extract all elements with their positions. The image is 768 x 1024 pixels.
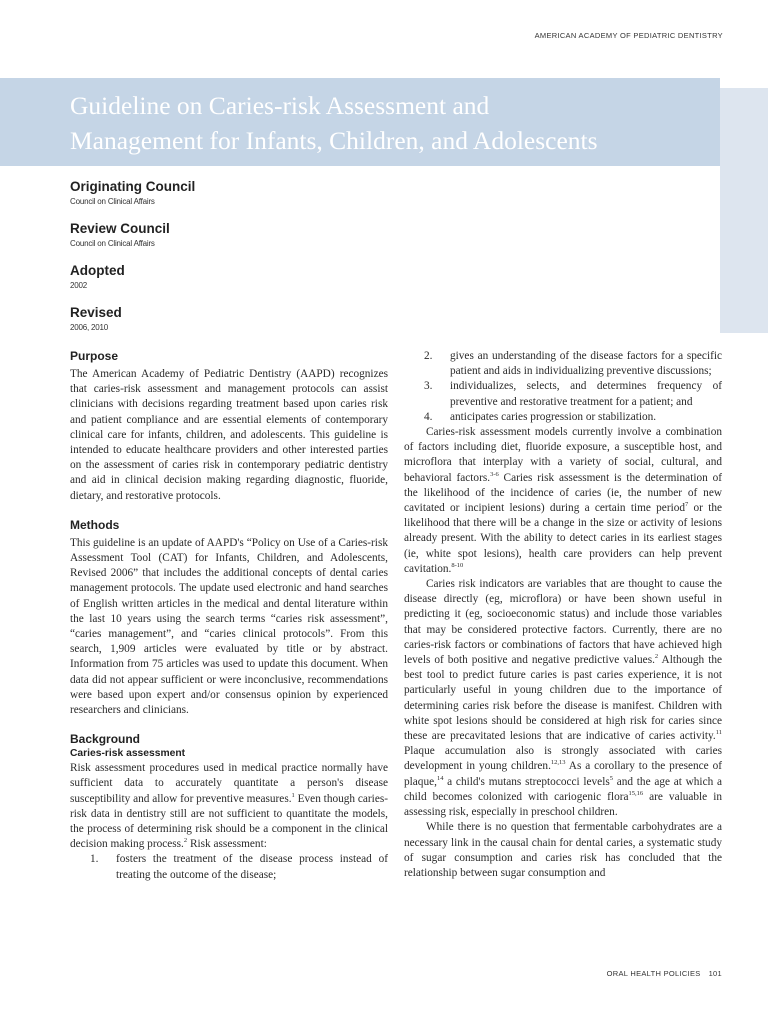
list-item: 2. gives an understanding of the disease factors for a specific patient and aids in individualizing preventive discussions; xyxy=(424,350,722,378)
revised-heading: Revised xyxy=(70,305,122,320)
list-item: 4. anticipates caries progression or stabilization. xyxy=(424,410,657,423)
review-council-heading: Review Council xyxy=(70,221,170,236)
background-paragraph-1: Risk assessment procedures used in medical practice normally have sufficient data to accurately quantitate a person's disease susceptibility and allow for preventive measures.$^1$ Even though caries-risk data in dentistry still are not sufficient to quantitate the models, the process of determining risk should be a component in the clinical decision making process.$^2$ Risk assessment: xyxy=(70,762,388,851)
right-column xyxy=(404,349,722,881)
background-paragraph-2: Caries-risk assessment models currently involve a combination of factors including diet, fluoride exposure, a susceptible host, and microflora that interplay with a variety of social, cultural, and behavioral factors.$^{3-6}$ Caries risk assessment is the determination of the likelihood of the incidence of caries (ie, the number of new cavitated or incipient lesions) during a certain time period$^7$ or the likelihood that there will be a change in the size or activity of lesions already present. With the ability to detect caries in its earliest stages (ie, white spot lesions), health care providers can help prevent cavitation.$^{8-10}$ xyxy=(404,426,722,575)
running-head: AMERICAN ACADEMY OF PEDIATRIC DENTISTRY xyxy=(534,31,723,40)
methods-text: This guideline is an update of AAPD's “Policy on Use of a Caries-risk Assessment Tool (CAT) for Infants, Children, and Adolescents, Revised 2006” that includes the additional concepts of dental caries management protocols. The update used electronic and hand searches of English written articles in the medical and dental literature within the last 10 years using the search terms “caries risk assessment”, “caries management”, and “caries clinical protocols”. From this search, 1,909 articles were evaluated by title or by abstract. Information from 75 articles was used to update this document. When data did not appear sufficient or were inconclusive, recommendations were based upon expert and/or consensus opinion by experienced researchers and clinicians. xyxy=(70,536,388,717)
page-footer xyxy=(607,969,722,978)
review-council-value: Council on Clinical Affairs xyxy=(70,239,155,248)
list-item: 3. individualizes, selects, and determines frequency of preventive and restorative treatment for a patient; and xyxy=(424,380,722,408)
caries-risk-subheading: Caries-risk assessment xyxy=(70,748,186,760)
document-title xyxy=(70,88,720,158)
purpose-heading: Purpose xyxy=(70,349,119,363)
background-paragraph-4: While there is no question that fermentable carbohydrates are a necessary link in the causal chain for dental caries, a systematic study of sugar consumption and caries risk has concluded that the relationship between sugar consumption and xyxy=(404,821,722,879)
metadata-block xyxy=(70,178,195,346)
revised-value: 2006, 2010 xyxy=(70,323,109,332)
background-paragraph-3: Caries risk indicators are variables that are thought to cause the disease directly (eg, microflora) or have been shown useful in predicting it (eg, socioeconomic status) and include those variables that may be considered protective factors. Currently, there are no caries-risk factors or combinations of factors that have achieved high levels of both positive and negative predictive values.$^2$ Although the best tool to predict future caries is past caries experience, it is not particularly useful in young children due to the importance of determining caries risk before the disease is manifest. Children with white spot lesions should be considered at high risk for caries since these are precavitated lesions that are indicative of caries activity.$^{11}$ Plaque accumulation also is strongly associated with caries development in young children.$^{12,13}$ As a corollary to the presence of plaque,$^{14}$ a child's mutans streptococci levels$^5$ and the age at which a child becomes colonized with cariogenic flora$^{15,16}$ are valuable in assessing risk, especially in preschool children. xyxy=(404,578,722,819)
methods-heading: Methods xyxy=(70,517,120,532)
title-line-2: Management for Infants, Children, and Adolescents xyxy=(70,126,598,155)
originating-council-heading: Originating Council xyxy=(70,179,196,194)
risk-assessment-list-continued xyxy=(404,349,722,425)
title-line-1: Guideline on Caries-risk Assessment and xyxy=(70,91,490,120)
footer-label: ORAL HEALTH POLICIES xyxy=(606,969,701,978)
purpose-text: The American Academy of Pediatric Dentistry (AAPD) recognizes that caries-risk assessment and management protocols can assist clinicians with decisions regarding treatment based upon caries risk and patient compliance and are essential elements of contemporary clinical care for infants, children, and adolescents. This guideline is intended to educate healthcare providers and other interested parties on the assessment of caries risk in contemporary pediatric dentistry and aid in clinical decision making regarding diagnostic, fluoride, dietary, and restorative protocols. xyxy=(70,368,388,502)
adopted-value: 2002 xyxy=(70,281,87,290)
list-item: 1. fosters the treatment of the disease process instead of treating the outcome of the disease; xyxy=(90,853,388,881)
adopted-heading: Adopted xyxy=(70,263,125,278)
left-column xyxy=(70,349,388,883)
background-heading: Background xyxy=(70,732,141,747)
page-number: 101 xyxy=(708,969,722,978)
originating-council-value: Council on Clinical Affairs xyxy=(70,197,155,206)
risk-assessment-list xyxy=(70,852,388,882)
title-side-tab xyxy=(720,88,768,333)
